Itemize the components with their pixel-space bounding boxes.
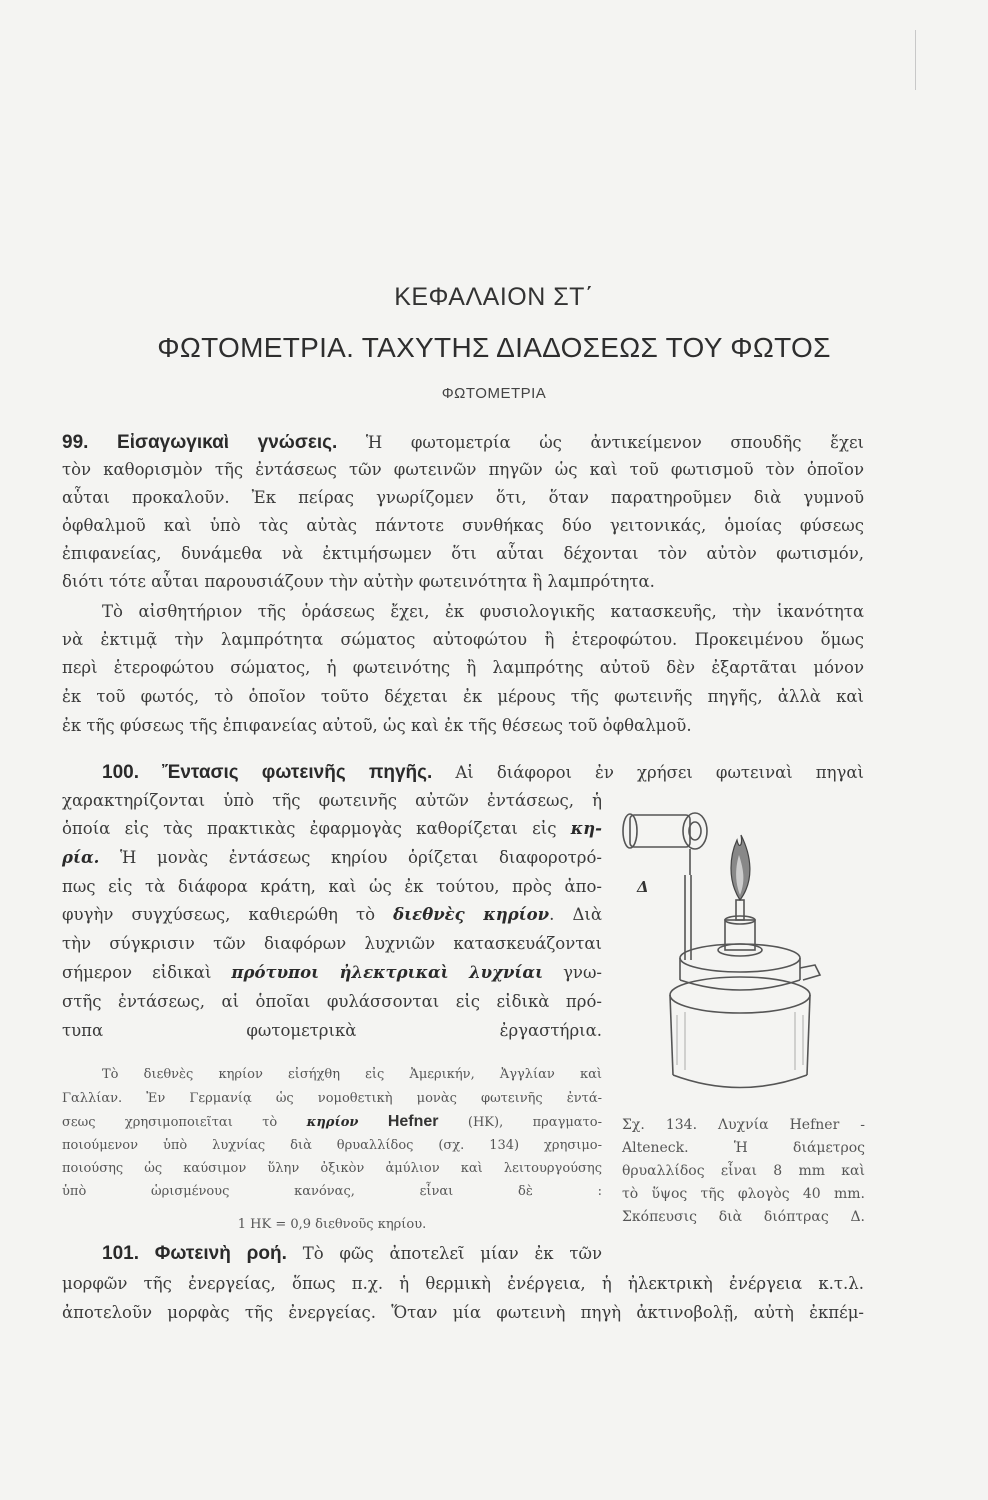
s99-para2-line-2: νὰ ἐκτιμᾷ τὴν λαμπρότητα σώματος αὐτοφώτου ἢ ἑτεροφώτου. Προκειμένου ὅμως [62,630,864,649]
s100-heading: 100. Ἔντασις φωτεινῆς πηγῆς. [102,762,433,783]
s99-line-3: αὗται προκαλοῦν. Ἐκ πείρας γνωρίζομεν ὅτι, ὅταν παρατηροῦμεν διὰ γυμνοῦ [62,488,864,507]
note-line-4: ποιούμενον ὑπὸ λυχνίας διὰ θρυαλλίδος (σχ. 134) χρησιμο- [62,1138,602,1153]
s100-line-8 [62,962,602,984]
figure-caption-line-1: Σχ. 134. Λυχνία Hefner - [622,1117,865,1133]
s100-term-international-candle: διεθνὲς κηρίον [393,905,550,924]
s100-line-3-text: ὁποία εἰς τὰς πρακτικὰς ἐφαρμογὰς καθορίζεται εἰς [62,819,557,838]
s99-line-4: ὀφθαλμοῦ καὶ ὑπὸ τὰς αὐτὰς πάντοτε συνθήκας δύο γειτονικάς, ὁμοίας φύσεως [62,516,864,535]
s99-line-1 [62,432,864,454]
note-term-kerion: κηρίον [306,1115,359,1130]
s99-para2-line-5: ἐκ τῆς φύσεως τῆς ἐπιφανείας αὐτοῦ, ὡς καὶ ἐκ τῆς θέσεως τοῦ ὀφθαλμοῦ. [62,716,692,735]
s99-line-1-text: Ἡ φωτομετρία ὡς ἀντικείμενον σπουδῆς ἔχει [337,433,864,452]
s100-line-6 [62,904,602,926]
note-line-3-end: (ΗΚ), πραγματο- [438,1115,602,1130]
page-edge-mark [915,30,916,90]
s100-term-kerion: κη- [570,819,602,838]
s101-heading: 101. Φωτεινὴ ροή. [102,1243,287,1264]
note-formula: 1 ΗΚ = 0,9 διεθνοῦς κηρίου. [237,1217,427,1232]
note-line-5: ποιούσης ὡς καύσιμον ὕλην ὀξικὸν ἀμύλιον καὶ λειτουργούσης [62,1161,602,1176]
figure-caption-line-2: Alteneck. Ἡ διάμετρος [622,1140,865,1156]
s100-line-2: χαρακτηρίζονται ὑπὸ τῆς φωτεινῆς αὐτῶν ἐντάσεως, ἡ [62,791,602,810]
figure-caption-line-4: τὸ ὕψος τῆς φλογὸς 40 mm. [622,1186,865,1202]
s99-line-2: τὸν καθορισμὸν τῆς ἐντάσεως τῶν φωτεινῶν πηγῶν ὡς καὶ τοῦ φωτισμοῦ τὸν ὁποῖον [62,460,864,479]
s99-para2-line-1: Τὸ αἰσθητήριον τῆς ὁράσεως ἔχει, ἐκ φυσιολογικῆς κατασκευῆς, τὴν ἱκανότητα [102,602,864,621]
s101-line-3: ἀποτελοῦν μορφὰς τῆς ἐνεργείας. Ὅταν μία φωτεινὴ πηγὴ ἀκτινοβολῇ, αὐτὴ ἐκπέμ- [62,1303,864,1322]
s100-line-4-text: Ἡ μονὰς ἐντάσεως κηρίου ὁρίζεται διαφοροτρό- [99,848,602,867]
s100-line-4 [62,847,602,869]
figure-caption-line-5: Σκόπευσις διὰ διόπτρας Δ. [622,1209,865,1225]
s100-term-standard-lamps: πρότυποι ἠλεκτρικαὶ λυχνίαι [231,963,544,982]
s100-line-5: πως εἰς τὰ διάφορα κράτη, καὶ ὡς ἐκ τούτου, πρὸς ἀπο- [62,877,602,896]
s100-line-8-end: γνω- [543,963,602,982]
figure-label-delta: Δ [637,878,649,896]
s99-line-5: ἐπιφανείας, δυνάμεθα νὰ ἐκτιμήσωμεν ὅτι αὗται δέχονται τὸν αὐτὸν φωτισμόν, [62,544,864,563]
note-line-3-text: σεως χρησιμοποιεῖται τὸ [62,1115,278,1130]
s100-term-kerion-end: ρία. [62,848,100,867]
s101-line-1-text: Τὸ φῶς ἀποτελεῖ μίαν ἐκ τῶν [286,1244,602,1263]
s99-para2-line-3: περὶ ἑτεροφώτου σώματος, ἡ φωτεινότης ἢ λαμπρότης αὐτοῦ δὲν ἐξαρτᾶται μόνον [62,658,864,677]
s99-para2-line-4: ἐκ τοῦ φωτός, τὸ ὁποῖον τοῦτο δέχεται ἐκ μέρους τῆς φωτεινῆς πηγῆς, ἀλλὰ καὶ [62,687,864,706]
s101-line-2: μορφῶν τῆς ἐνεργείας, ὅπως π.χ. ἡ θερμικὴ ἐνέργεια, ἡ ἠλεκτρικὴ ἐνέργεια κ.τ.λ. [62,1274,864,1293]
hefner-lamp-figure [615,800,865,1100]
s99-heading: 99. Εἰσαγωγικαὶ γνώσεις. [62,432,338,453]
chapter-heading: ΚΕΦΑΛΑΙΟΝ ΣΤ΄ [394,283,594,311]
s100-line-7: τὴν σύγκρισιν τῶν διαφόρων λυχνιῶν κατασκευάζονται [62,934,602,953]
chapter-title: ΦΩΤΟΜΕΤΡΙΑ. ΤΑΧΥΤΗΣ ΔΙΑΔΟΣΕΩΣ ΤΟΥ ΦΩΤΟΣ [157,332,831,363]
note-line-2: Γαλλίαν. Ἐν Γερμανίᾳ ὡς νομοθετικὴ μονὰς φωτεινῆς ἐντά- [62,1091,602,1106]
s100-line-1-text: Αἱ διάφοροι ἐν χρήσει φωτειναὶ πηγαὶ [432,763,864,782]
s100-line-8-text: σήμερον εἰδικαὶ [62,963,212,982]
note-line-3 [62,1113,602,1132]
note-line-6: ὑπὸ ὡρισμένους κανόνας, εἶναι δὲ : [62,1184,602,1199]
s101-line-1 [62,1243,602,1265]
hefner-lamp-illustration [615,800,865,1100]
note-term-hefner: Hefner [387,1113,439,1130]
note-line-1: Τὸ διεθνὲς κηρίον εἰσήχθη εἰς Ἀμερικήν, Ἀγγλίαν καὶ [102,1067,602,1082]
s100-line-3 [62,818,602,840]
s100-line-10: τυπα φωτομετρικὰ ἐργαστήρια. [62,1021,602,1040]
s100-line-6-text: φυγὴν συγχύσεως, καθιερώθη τὸ [62,905,376,924]
s100-line-1 [62,762,864,784]
section-subtitle: ΦΩΤΟΜΕΤΡΙΑ [441,385,547,402]
s99-line-6: διότι τότε αὗται παρουσιάζουν τὴν αὐτὴν φωτεινότητα ἢ λαμπρότητα. [62,572,655,591]
s100-line-9: στῆς ἐντάσεως, αἱ ὁποῖαι φυλάσσονται εἰς εἰδικὰ πρό- [62,992,602,1011]
s100-line-6-end: . Διὰ [549,905,602,924]
figure-caption-line-3: θρυαλλίδος εἶναι 8 mm καὶ [622,1163,865,1179]
